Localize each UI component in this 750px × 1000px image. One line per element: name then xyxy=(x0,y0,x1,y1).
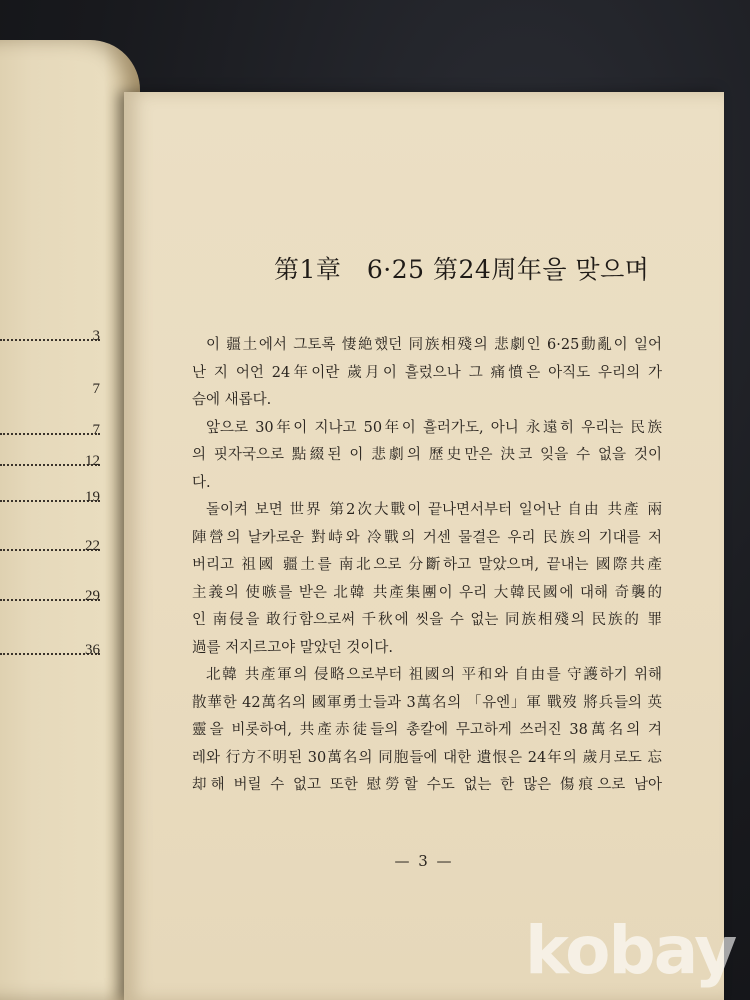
toc-row xyxy=(0,422,140,446)
toc-row xyxy=(0,489,140,513)
toc-page-number: 7 xyxy=(92,381,100,397)
text-line: 散華한 42萬名의 國軍勇士들과 3萬名의 「유엔」軍 戰歿 將兵들의 英 xyxy=(192,694,662,711)
text-line: 過를 저지르고야 말았던 것이다. xyxy=(192,639,394,656)
text-line: 陣營의 날카로운 對峙와 冷戰의 거센 물결은 우리 民族의 기대를 저 xyxy=(192,529,662,546)
chapter-title: 第1章 6·25 第24周年을 맞으며 xyxy=(274,255,650,284)
toc-row xyxy=(0,453,140,477)
toc-row xyxy=(0,381,140,405)
toc-row xyxy=(0,642,140,666)
text-line: 이 疆土에서 그토록 悽絶했던 同族相殘의 悲劇인 6·25動亂이 일어 xyxy=(206,337,662,353)
text-line: 슴에 새롭다. xyxy=(192,392,272,408)
text-line: 다. xyxy=(192,474,211,491)
text-line: 北韓 共產軍의 侵略으로부터 祖國의 平和와 自由를 守護하기 위해 xyxy=(206,667,662,683)
text-line: 인 南侵을 敢行함으로써 千秋에 씻을 수 없는 同族相殘의 民族的 罪 xyxy=(192,612,662,628)
text-line: 靈을 비롯하여, 共產赤徒들의 총칼에 무고하게 쓰러진 38萬名의 겨 xyxy=(192,722,662,738)
text-line: 돌이켜 보면 世界 第2次大戰이 끝나면서부터 일어난 自由 共產 兩 xyxy=(206,502,662,518)
toc-page-number: 29 xyxy=(85,588,100,604)
toc-row xyxy=(0,538,140,562)
toc-page-number: 22 xyxy=(85,538,100,554)
page-number: — 3 — xyxy=(394,852,454,870)
body-text xyxy=(192,332,662,800)
text-line: 레와 行方不明된 30萬名의 同胞들에 대한 遺恨은 24年의 歲月로도 忘 xyxy=(192,749,662,766)
toc-row xyxy=(0,328,140,352)
toc-page-number: 36 xyxy=(85,642,100,658)
text-line: 主義의 使嗾를 받은 北韓 共產集團이 우리 大韓民國에 대해 奇襲的 xyxy=(192,584,662,601)
toc-page-number: 19 xyxy=(85,489,100,505)
toc-page-number: 3 xyxy=(92,328,100,344)
previous-page-toc xyxy=(0,40,140,1000)
book-page xyxy=(124,92,724,1000)
text-line: 난 지 어언 24年이란 歲月이 흘렀으나 그 痛憤은 아직도 우리의 가 xyxy=(192,364,662,381)
kobay-watermark: kobay xyxy=(525,912,736,989)
toc-row xyxy=(0,588,140,612)
text-line: 却해 버릴 수 없고 또한 慰勞할 수도 없는 한 많은 傷痕으로 남아 xyxy=(192,777,662,793)
text-line: 의 핏자국으로 點綴된 이 悲劇의 歷史만은 決코 잊을 수 없을 것이 xyxy=(192,447,662,463)
text-line: 앞으로 30年이 지나고 50年이 흘러가도, 아니 永遠히 우리는 民族 xyxy=(206,419,662,436)
toc-page-number: 12 xyxy=(85,453,100,469)
toc-page-number: 7 xyxy=(92,422,100,438)
toc-leader-dots xyxy=(0,433,100,435)
toc-leader-dots xyxy=(0,339,100,341)
text-line: 버리고 祖國 疆土를 南北으로 分斷하고 말았으며, 끝내는 國際共產 xyxy=(192,557,662,573)
